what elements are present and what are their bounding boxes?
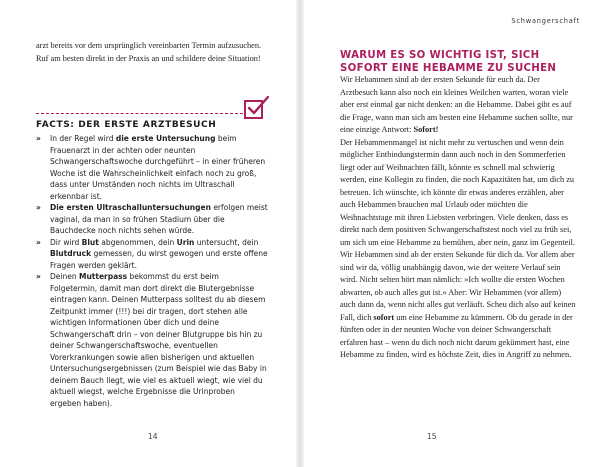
book-gutter	[296, 0, 304, 467]
checkbox-checkmark-icon	[244, 96, 269, 119]
running-head: Schwangerschaft	[511, 17, 580, 25]
bullet-icon: »	[36, 134, 41, 143]
left-page	[0, 0, 296, 467]
paragraph: Der Hebammenmangel ist nicht mehr zu vertuschen und wenn dein möglicher Entbindungstermin dann auch noch in den Sommerferien liegt oder auf Weihnachten fällt, könnte es schnell mal schwierig werden, eine Kollegin zu finden, die noch Kapazitäten hat, um dich zu betreuen. Ich wünschte, ich könnte dir etwas anderes erzählen, aber auch Hebammen brauchen mal Urlaub oder möchten die Weihnachtstage mit ihren Liebsten verbringen. Viele denken, dass es direkt nach dem positiven Schwangerschaftstest noch viel zu früh sei, um sich um eine Hebamme zu bemühen, aber nein, ganz im Gegenteil.	[340, 137, 575, 247]
right-page	[304, 0, 600, 467]
bullet-icon: »	[36, 237, 41, 247]
list-item: » Die ersten Ultraschalluntersuchungen erfolgen meist vaginal, da man in so frühen Stadium über die Bauchdecke noch nichts sehen würde.	[36, 203, 268, 235]
bullet-icon: »	[36, 272, 41, 281]
paragraph: Wir Hebammen sind ab der ersten Sekunde für dich da. Vor allem aber sind wir da, völlig unabhängig davon, wie der weitere Verlauf sein wird. Nicht selten hört man nämlich: »Ich wollte die ersten Wochen abwarten, ob auch alles gut ist.« Aber: Wir Hebammen (vor allem) auch dann da, wenn nicht alles gut verläuft. Scheu dich also auf keinen Fall, dich sofort um eine Hebamme zu kümmern. Ob du gerade in der fünften oder in der neunten Woche von deiner Schwangerschaft erfahren hast – wenn du dich noch nicht darum gekümmert hast, eine Hebamme zu finden, wird es höchste Zeit, dies in Angriff zu nehmen.	[340, 250, 576, 359]
page-number-left: 14	[148, 432, 158, 441]
list-item: » In der Regel wird die erste Untersuchung beim Frauenarzt in der achten oder neunten Schwangerschaftswoche durchgeführt – in einer früheren Woche ist die Wahrscheinlichkeit einfach noch zu groß, dass unter Umständen noch nichts im Ultraschall erkennbar ist.	[36, 134, 266, 201]
bullet-icon: »	[36, 203, 41, 212]
list-item: » Deinen Mutterpass bekommst du erst beim Folgetermin, damit man dort direkt die Blutergebnisse eintragen kann. Deinen Mutterpass solltest du ab diesem Zeitpunkt immer (!!!) bei dir tragen, dort stehen alle wichtigen Informationen über dich und deine Schwangerschaft drin – von deiner Blutgruppe bis hin zu deiner Schwangerschaftswoche, eventuellen Vorerkrankungen sowie allen bisherigen und aktuellen Untersuchungsergebnissen (zum Beispiel wie das Baby in deinem Bauch liegt, wie viel es aktuell wiegt, wie viel du aktuell wiegst, welche Ergebnisse die Urinproben ergeben haben).	[36, 272, 267, 408]
list-item: » Dir wird Blut abgenommen, dein Urin untersucht, dein Blutdruck gemessen, du wirst gewogen und erste offene Fragen werden geklärt.	[36, 237, 268, 270]
facts-list	[36, 133, 268, 409]
page-number-right: 15	[427, 432, 437, 441]
paragraph: Wir Hebammen sind ab der ersten Sekunde für euch da. Der Arztbesuch kann also noch ein kleines Weilchen warten, woran viele aber erst einmal gar nicht denken: an die Hebamme. Dabei gibt es auf die Frage, wann man sich am besten eine Hebamme suchen sollte, nur eine einzige Antwort: Sofort!	[340, 75, 573, 134]
facts-heading: FACTS: DER ERSTE ARZTBESUCH	[36, 120, 217, 130]
dashed-divider	[36, 113, 243, 114]
intro-paragraph: arzt bereits vor dem ursprünglich vereinbarten Termin aufzusuchen. Ruf am besten direkt in der Praxis an und schildere deine Situation!	[36, 41, 262, 63]
body-text	[340, 74, 578, 362]
section-heading: WARUM ES SO WICHTIG IST, SICH SOFORT EINE HEBAMME ZU SUCHEN	[340, 50, 557, 74]
